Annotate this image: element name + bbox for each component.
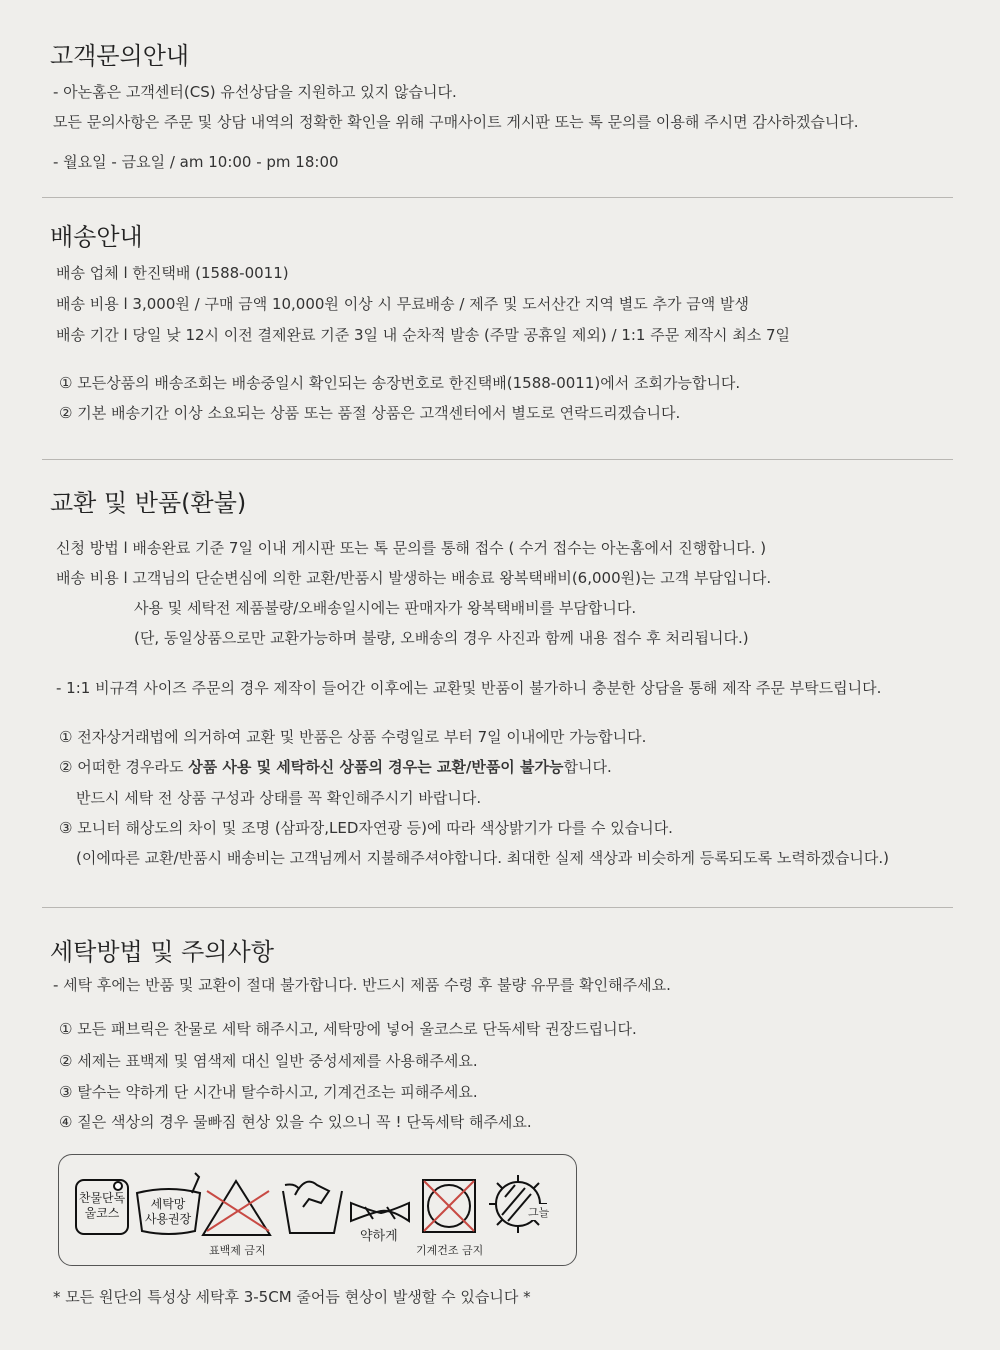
care-symbols-drawing [59,1155,578,1267]
custom-order-note: - 1:1 비규격 사이즈 주문의 경우 제작이 들어간 이후에는 교환및 반품이 불가하니 충분한 상담을 통해 제작 주문 부탁드립니다. [56,679,882,697]
twist-icon [351,1203,409,1221]
divider [42,197,953,198]
no-bleach-icon [203,1181,270,1235]
exchange-note-cont: 반드시 세탁 전 상품 구성과 상태를 꼭 확인해주시기 바랍니다. [76,789,482,807]
washing-note: ① 모든 패브릭은 찬물로 세탁 해주시고, 세탁망에 넣어 울코스로 단독세탁 권장드립니다. [59,1020,637,1038]
gentle-label: 약하게 [360,1229,398,1244]
cs-hours: - 월요일 - 금요일 / am 10:00 - pm 18:00 [53,153,339,171]
washing-title: 세탁방법 및 주의사항 [50,938,274,966]
exchange-note-cont: (이에따른 교환/반품시 배송비는 고객님께서 지불해주셔야합니다. 최대한 실제 색상과 비슷하게 등록되도록 노력하겠습니다.) [76,849,889,867]
wash-net-label-1: 세탁망 [150,1197,186,1211]
wash-net-label-2: 사용권장 [144,1212,192,1226]
exchange-row: 신청 방법 l 배송완료 기준 7일 이내 게시판 또는 톡 문의를 통해 접수 ( 수거 접수는 아논홈에서 진행합니다. ) [56,539,767,557]
cs-line-2: 모든 문의사항은 주문 및 상담 내역의 정확한 확인을 위해 구매사이트 게시판 또는 톡 문의를 이용해 주시면 감사하겠습니다. [53,113,859,131]
no-tumble-dry-icon [423,1180,475,1232]
shipping-row: 배송 비용 l 3,000원 / 구매 금액 10,000원 이상 시 무료배송 / 제주 및 도서산간 지역 별도 추가 금액 발생 [56,295,749,313]
exchange-row: (단, 동일상품으로만 교환가능하며 불량, 오배송의 경우 사진과 함께 내용 접수 후 처리됩니다.) [134,629,749,647]
shipping-title: 배송안내 [50,223,143,251]
hand-wash-icon [283,1182,342,1233]
washing-note: ② 세제는 표백제 및 염색제 대신 일반 중성세제를 사용해주세요. [59,1052,478,1070]
divider [42,907,953,908]
exchange-note-2-pre: ② 어떠한 경우라도 [59,758,189,776]
shade-label: 그늘 [528,1206,550,1219]
cold-wash-label [76,1191,128,1221]
cs-line-1: - 아논홈은 고객센터(CS) 유선상담을 지원하고 있지 않습니다. [53,83,457,101]
shrink-footnote: * 모든 원단의 특성상 세탁후 3-5CM 줄어듬 현상이 발생할 수 있습니다 * [53,1288,531,1306]
exchange-note: ③ 모니터 해상도의 차이 및 조명 (삼파장,LED자연광 등)에 따라 색상밝기가 다를 수 있습니다. [59,819,673,837]
exchange-note-2-post: 합니다. [563,758,612,776]
care-symbols-panel [58,1154,577,1266]
cs-title: 고객문의안내 [50,42,190,70]
divider [42,459,953,460]
exchange-row: 배송 비용 l 고객님의 단순변심에 의한 교환/반품시 발생하는 배송료 왕복택배비(6,000원)는 고객 부담입니다. [56,569,772,587]
wash-net-label [139,1197,197,1227]
shipping-row: 배송 업체 l 한진택배 (1588-0011) [56,264,289,282]
no-dryer-label: 기계건조 금지 [416,1244,484,1257]
washing-note: ③ 탈수는 약하게 단 시간내 탈수하시고, 기계건조는 피해주세요. [59,1083,478,1101]
shipping-note: ① 모든상품의 배송조회는 배송중일시 확인되는 송장번호로 한진택배(1588-0011)에서 조회가능합니다. [59,374,741,392]
exchange-note-2-bold: 상품 사용 및 세탁하신 상품의 경우는 교환/반품이 불가능 [188,758,564,776]
cold-wash-label-1: 찬물단독 [78,1191,126,1205]
exchange-note [59,757,612,777]
exchange-note: ① 전자상거래법에 의거하여 교환 및 반품은 상품 수령일로 부터 7일 이내에만 가능합니다. [59,728,647,746]
no-bleach-label: 표백제 금지 [209,1244,266,1257]
washing-note: ④ 짙은 색상의 경우 물빠짐 현상 있을 수 있으니 꼭 ! 단독세탁 해주세요. [59,1113,532,1131]
cold-wash-label-2: 울코스 [84,1206,120,1220]
shipping-row: 배송 기간 l 당일 낮 12시 이전 결제완료 기준 3일 내 순차적 발송 (주말 공휴일 제외) / 1:1 주문 제작시 최소 7일 [56,326,790,344]
shipping-note: ② 기본 배송기간 이상 소요되는 상품 또는 품절 상품은 고객센터에서 별도로 연락드리겠습니다. [59,404,681,422]
washing-intro: - 세탁 후에는 반품 및 교환이 절대 불가합니다. 반드시 제품 수령 후 불량 유무를 확인해주세요. [53,976,671,994]
exchange-title: 교환 및 반품(환불) [50,489,247,517]
exchange-row: 사용 및 세탁전 제품불량/오배송일시에는 판매자가 왕복택배비를 부담합니다. [134,599,637,617]
